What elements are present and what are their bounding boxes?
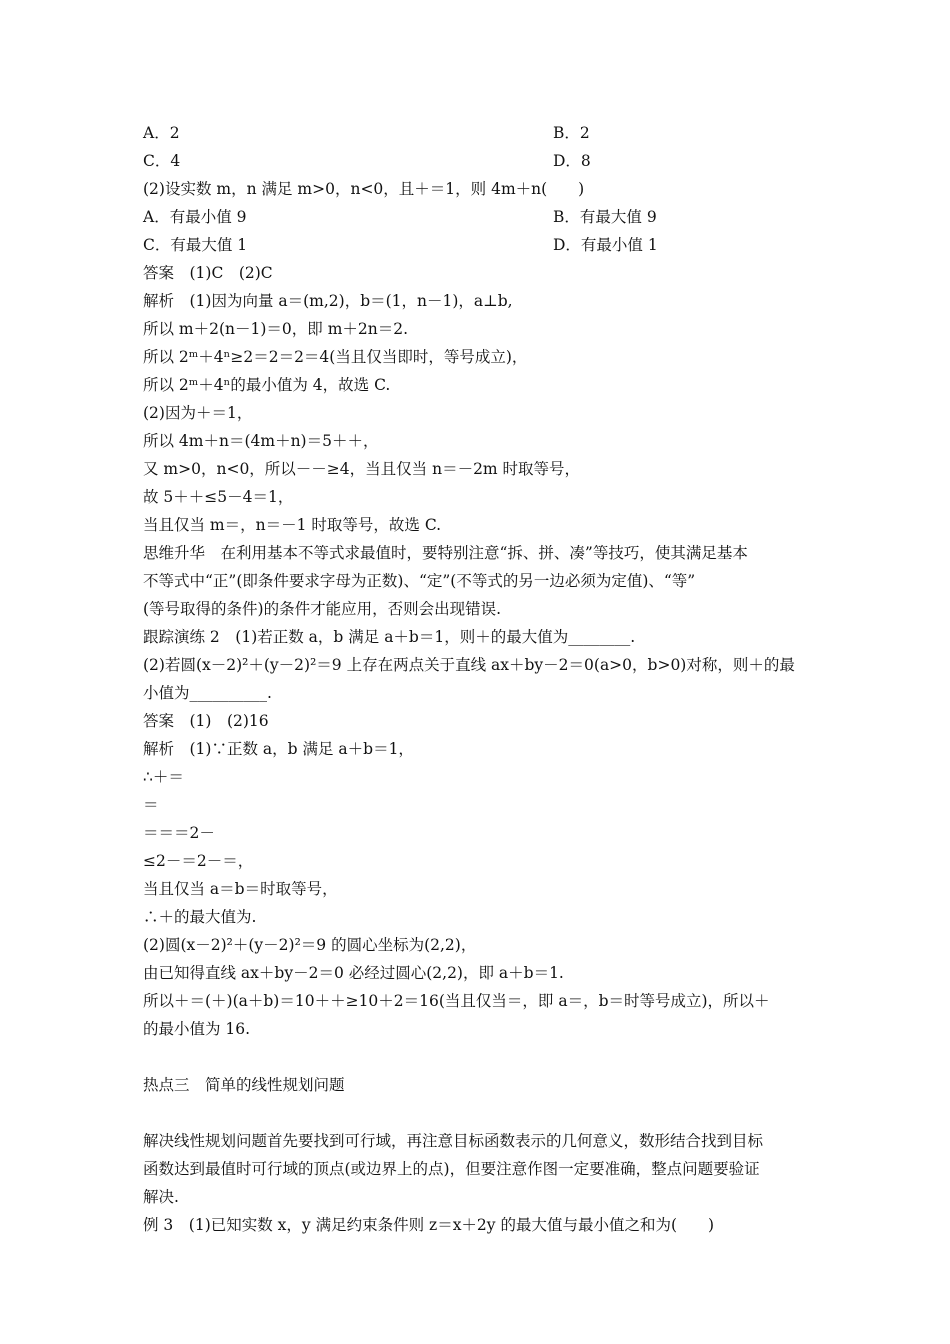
paragraph-line: 解决. — [143, 1188, 179, 1206]
answer-line: 答案 (1)C (2)C — [143, 264, 273, 282]
analysis-line: 解析 (1)因为向量 a＝(m,2)，b＝(1，n－1)，a⊥b, — [143, 292, 513, 310]
option-b: B．有最大值 9 — [553, 208, 657, 226]
text-line: ∴＋的最大值为. — [143, 908, 257, 926]
text-line: ≤2－＝2－＝， — [143, 852, 254, 870]
text-line: ＝＝＝2－ — [143, 824, 215, 842]
text-line: 由已知得直线 ax＋by－2＝0 必经过圆心(2,2)，即 a＋b＝1. — [143, 964, 564, 982]
option-a: A．有最小值 9 — [143, 208, 247, 226]
text-line: 的最小值为 16. — [143, 1020, 251, 1038]
exercise-line: 小值为__________. — [143, 684, 272, 702]
option-row — [143, 207, 820, 227]
summary-line: 思维升华 在利用基本不等式求最值时，要特别注意“拆、拼、凑”等技巧，使其满足基本 — [143, 544, 748, 562]
text-line: 又 m>0，n<0，所以－－≥4，当且仅当 n＝－2m 时取等号， — [143, 460, 581, 478]
option-c: C．4 — [143, 152, 181, 170]
exercise-line: (2)若圆(x－2)²＋(y－2)²＝9 上存在两点关于直线 ax＋by－2＝0(a>0，b>0)对称，则＋的最 — [143, 656, 795, 674]
option-d: D．8 — [553, 152, 591, 170]
option-c: C．有最大值 1 — [143, 236, 248, 254]
text-line: ＝ — [143, 796, 159, 814]
text-line: 所以 m＋2(n－1)＝0，即 m＋2n＝2. — [143, 320, 409, 338]
text-line: 所以 2ᵐ＋4ⁿ≥2＝2＝2＝4(当且仅当即时，等号成立)， — [143, 348, 528, 366]
question-text: (2)设实数 m，n 满足 m>0，n<0，且＋＝1，则 4m＋n( ) — [143, 180, 585, 198]
exercise-line: 跟踪演练 2 (1)若正数 a，b 满足 a＋b＝1，则＋的最大值为________. — [143, 628, 636, 646]
paragraph-line: 函数达到最值时可行域的顶点(或边界上的点)，但要注意作图一定要准确，整点问题要验证 — [143, 1160, 760, 1178]
answer-line: 答案 (1) (2)16 — [143, 712, 269, 730]
text-line: 所以 4m＋n＝(4m＋n)＝5＋＋， — [143, 432, 379, 450]
text-line: 故 5＋＋≤5－4＝1， — [143, 488, 294, 506]
text-line: (2)圆(x－2)²＋(y－2)²＝9 的圆心坐标为(2,2)， — [143, 936, 477, 954]
text-line: 所以＋＝(＋)(a＋b)＝10＋＋≥10＋2＝16(当且仅当＝，即 a＝，b＝时等号成立)，所以＋ — [143, 992, 770, 1010]
option-d: D．有最小值 1 — [553, 236, 658, 254]
text-line: ∴＋＝ — [143, 768, 184, 786]
example-line: 例 3 (1)已知实数 x，y 满足约束条件则 z＝x＋2y 的最大值与最小值之和为( ) — [143, 1216, 715, 1234]
paragraph-line: 解决线性规划问题首先要找到可行域，再注意目标函数表示的几何意义，数形结合找到目标 — [143, 1132, 764, 1150]
option-row — [143, 235, 820, 255]
summary-line: (等号取得的条件)的条件才能应用，否则会出现错误. — [143, 600, 502, 618]
text-line: 当且仅当 m＝，n＝－1 时取等号，故选 C. — [143, 516, 442, 534]
text-line: 当且仅当 a＝b＝时取等号， — [143, 880, 338, 898]
option-row — [143, 123, 820, 143]
section-heading: 热点三 简单的线性规划问题 — [143, 1076, 345, 1094]
text-line: (2)因为＋＝1， — [143, 404, 253, 422]
analysis-line: 解析 (1)∵正数 a，b 满足 a＋b＝1， — [143, 740, 414, 758]
option-row — [143, 151, 820, 171]
option-a: A．2 — [143, 124, 180, 142]
text-line: 所以 2ᵐ＋4ⁿ的最小值为 4，故选 C. — [143, 376, 391, 394]
summary-line: 不等式中“正”(即条件要求字母为正数)、“定”(不等式的另一边必须为定值)、“等” — [143, 572, 696, 590]
option-b: B．2 — [553, 124, 590, 142]
